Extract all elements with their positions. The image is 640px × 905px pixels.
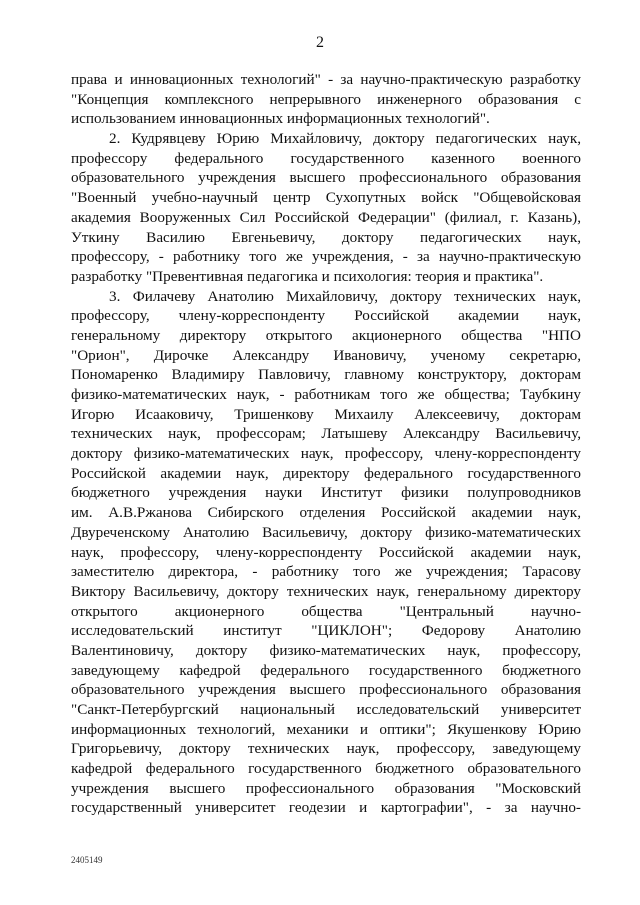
text-line: Пономаренко Владимиру Павловичу, главному конструктору, докторам xyxy=(71,366,581,384)
document-body xyxy=(71,70,581,818)
document-code: 2405149 xyxy=(71,855,103,865)
text-line: Уткину Василию Евгеньевичу, доктору педагогических наук, xyxy=(71,228,581,246)
page-number: 2 xyxy=(316,34,324,51)
text-line: технических наук, профессорам; Латышеву Александру Васильевичу, xyxy=(71,425,581,443)
text-line: заместителю директора, - работнику того же учреждения; Тарасову xyxy=(71,563,581,581)
text-line: "Санкт-Петербургский национальный исследовательский университет xyxy=(71,701,581,718)
text-line: генеральному директору открытого акционерного общества "НПО xyxy=(71,326,581,344)
text-line: открытого акционерного общества "Центральный научно- xyxy=(71,602,581,620)
text-line: "Орион", Дирочке Александру Ивановичу, ученому секретарю, xyxy=(71,346,581,364)
text-line: наук, профессору, члену-корреспонденту Российской академии наук, xyxy=(71,543,581,561)
text-line: им. А.В.Ржанова Сибирского отделения Российской академии наук, xyxy=(71,504,581,522)
text-line: учреждения высшего профессионального образования "Московский xyxy=(71,779,581,797)
text-line: исследовательский институт "ЦИКЛОН"; Федорову Анатолию xyxy=(71,622,581,640)
text-line: бюджетного учреждения науки Институт физики полупроводников xyxy=(71,484,581,502)
text-line: кафедрой федерального государственного бюджетного образовательного xyxy=(71,760,581,778)
text-line: государственный университет геодезии и картографии", - за научно- xyxy=(71,799,581,817)
text-line: физико-математических наук, - работникам того же общества; Таубкину xyxy=(71,386,581,403)
text-line: 3. Филачеву Анатолию Михайловичу, доктору технических наук, xyxy=(109,287,581,305)
text-line: 2. Кудрявцеву Юрию Михайловичу, доктору педагогических наук, xyxy=(109,130,581,148)
text-line: Двуреченскому Анатолию Васильевичу, доктору физико-математических xyxy=(71,523,581,541)
text-line: профессору, - работнику того же учреждения, - за научно-практическую xyxy=(71,248,581,266)
text-line: образовательного учреждения высшего профессионального образования xyxy=(71,169,581,187)
text-line: информационных технологий, механики и оптики"; Якушенкову Юрию xyxy=(71,720,581,738)
text-line: использованием инновационных информационных технологий". xyxy=(71,110,490,128)
text-line: разработку "Превентивная педагогика и психология: теория и практика". xyxy=(71,267,544,285)
text-line: Валентиновичу, доктору физико-математических наук, профессору, xyxy=(71,641,581,659)
text-line: доктору физико-математических наук, профессору, члену-корреспонденту xyxy=(71,445,581,463)
text-line: "Концепция комплексного непрерывного инженерного образования с xyxy=(71,90,581,108)
text-line: Григорьевичу, доктору технических наук, профессору, заведующему xyxy=(71,740,581,758)
text-line: Игорю Исааковичу, Тришенкову Михаилу Алексеевичу, докторам xyxy=(71,405,581,423)
text-line: Виктору Васильевичу, доктору технических наук, генеральному директору xyxy=(71,582,581,600)
text-line: права и инновационных технологий" - за научно-практическую разработку xyxy=(71,71,581,88)
text-line: Российской академии наук, директору федерального государственного xyxy=(71,464,581,482)
text-line: образовательного учреждения высшего профессионального образования xyxy=(71,681,581,699)
text-line: заведующему кафедрой федерального государственного бюджетного xyxy=(71,661,581,679)
text-line: "Военный учебно-научный центр Сухопутных войск "Общевойсковая xyxy=(71,189,581,207)
text-line: профессору, члену-корреспонденту Российской академии наук, xyxy=(71,307,581,325)
text-line: профессору федерального государственного казенного военного xyxy=(71,149,581,167)
text-line: академия Вооруженных Сил Российской Федерации" (филиал, г. Казань), xyxy=(71,208,581,226)
